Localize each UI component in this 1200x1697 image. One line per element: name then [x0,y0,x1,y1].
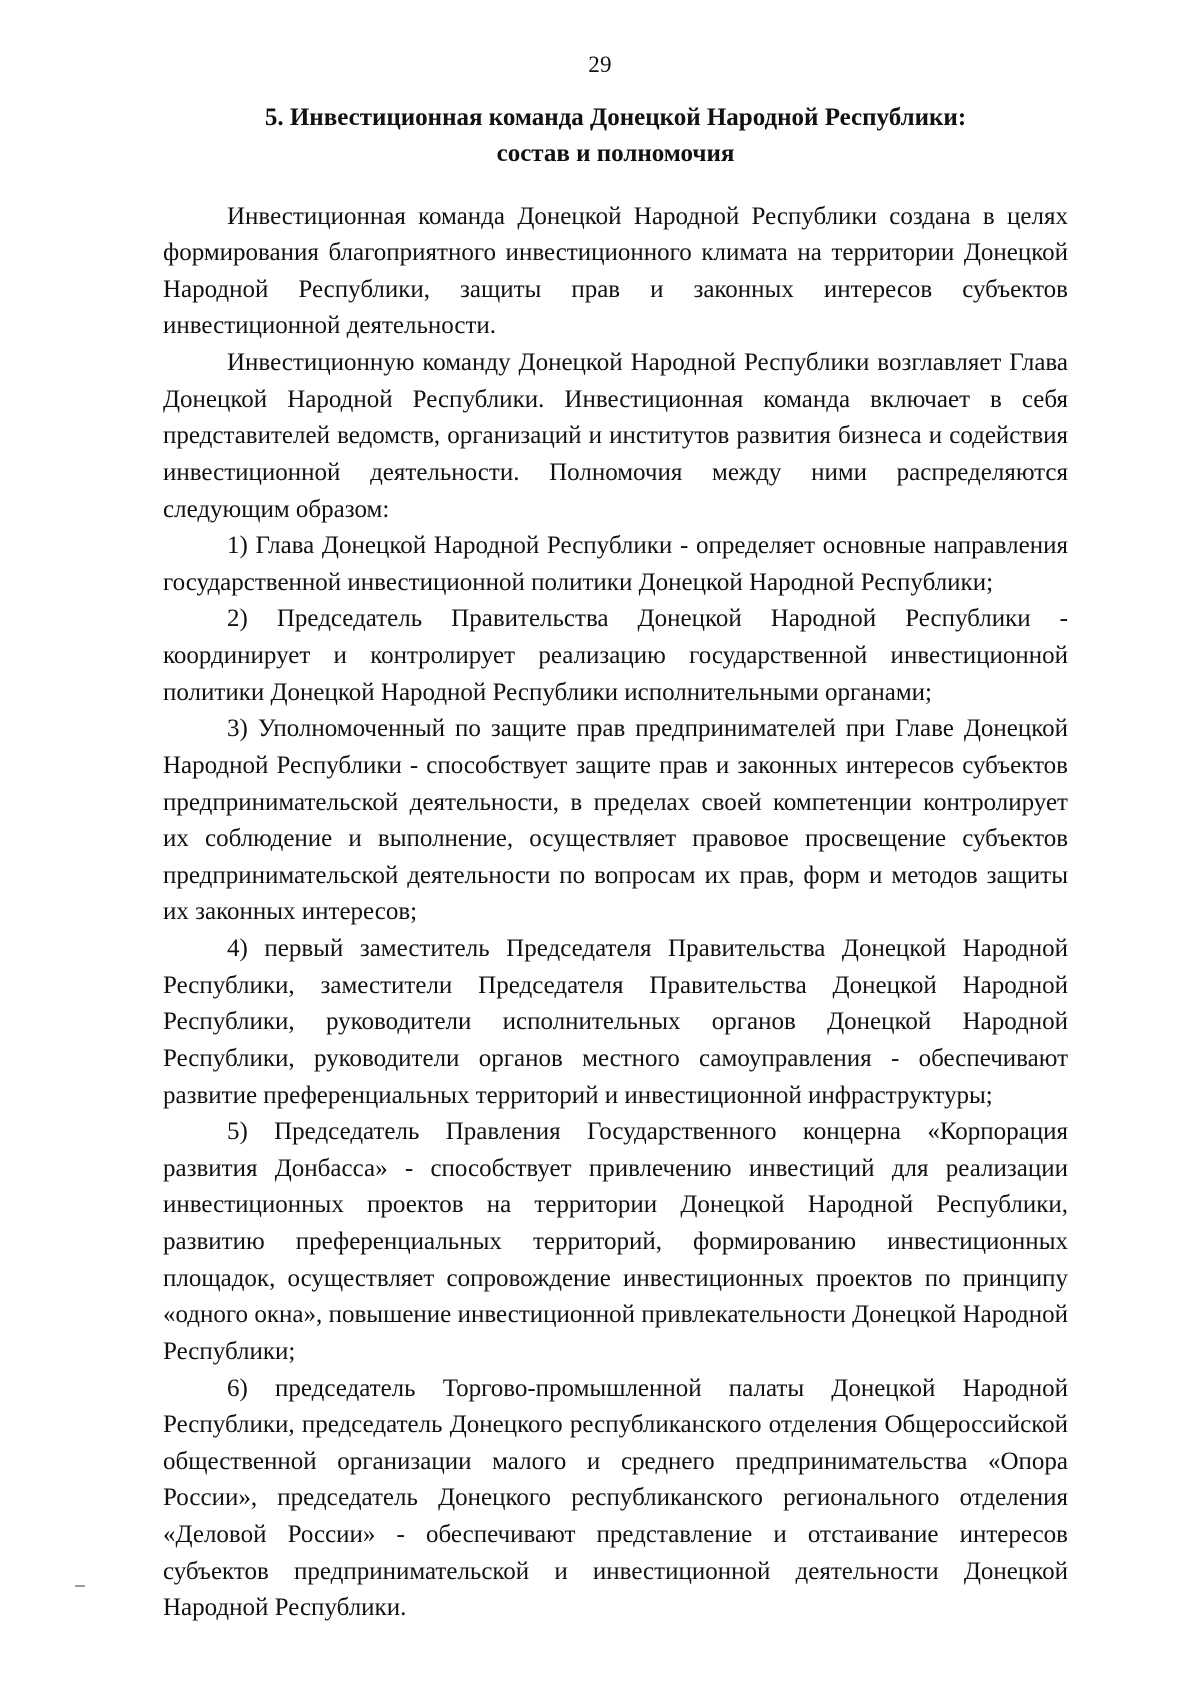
page-number: 29 [588,52,612,77]
list-item: 1) Глава Донецкой Народной Республики - определяет основные направления государственной инвестиционной политики Донецкой Народной Республики; [163,532,1068,596]
page-title [163,100,1068,173]
paragraph: Инвестиционную команду Донецкой Народной Республики возглавляет Глава Донецкой Народной Республики. Инвестиционная команда включает в себя представителей ведомств, организаций и институтов развития бизнеса и содействия инвестиционной деятельности. Полномочия между ними распределяются следующим образом: [163,349,1068,523]
list-item: 3) Уполномоченный по защите прав предпринимателей при Главе Донецкой Народной Республики - способствует защите прав и законных интересов субъектов предпринимательской деятельности, в пределах своей компетенции контролирует их соблюдение и выполнение, осуществляет правовое просвещение субъектов предпринимательской деятельности по вопросам их прав, форм и методов защиты их законных интересов; [163,715,1068,926]
list-item: 4) первый заместитель Председателя Правительства Донецкой Народной Республики, заместители Председателя Правительства Донецкой Народной Республики, руководители исполнительных органов Донецкой Народной Республики, руководители органов местного самоуправления - обеспечивают развитие преференциальных территорий и инвестиционной инфраструктуры; [163,935,1068,1109]
document-body [163,100,1068,1627]
page-footer-mark [75,1585,85,1587]
page-title-line-1: 5. Инвестиционная команда Донецкой Народной Республики: [264,104,967,131]
list-item: 5) Председатель Правления Государственного концерна «Корпорация развития Донбасса» - способствует привлечению инвестиций для реализации инвестиционных проектов на территории Донецкой Народной Республики, развитию преференциальных территорий, формированию инвестиционных площадок, осуществляет сопровождение инвестиционных проектов по принципу «одного окна», повышение инвестиционной привлекательности Донецкой Народной Республики; [163,1118,1068,1365]
list-item: 2) Председатель Правительства Донецкой Народной Республики - координирует и контролирует реализацию государственной инвестиционной политики Донецкой Народной Республики исполнительными органами; [163,605,1068,706]
paragraph: Инвестиционная команда Донецкой Народной Республики создана в целях формирования благоприятного инвестиционного климата на территории Донецкой Народной Республики, защиты прав и законных интересов субъектов инвестиционной деятельности. [163,202,1068,340]
list-item: 6) председатель Торгово-промышленной палаты Донецкой Народной Республики, председатель Донецкого республиканского отделения Общероссийской общественной организации малого и среднего предпринимательства «Опора России», председатель Донецкого республиканского регионального отделения «Деловой России» - обеспечивают представление и отстаивание интересов субъектов предпринимательской и инвестиционной деятельности Донецкой Народной Республики. [163,1374,1068,1622]
page-title-line-2: состав и полномочия [496,140,735,168]
